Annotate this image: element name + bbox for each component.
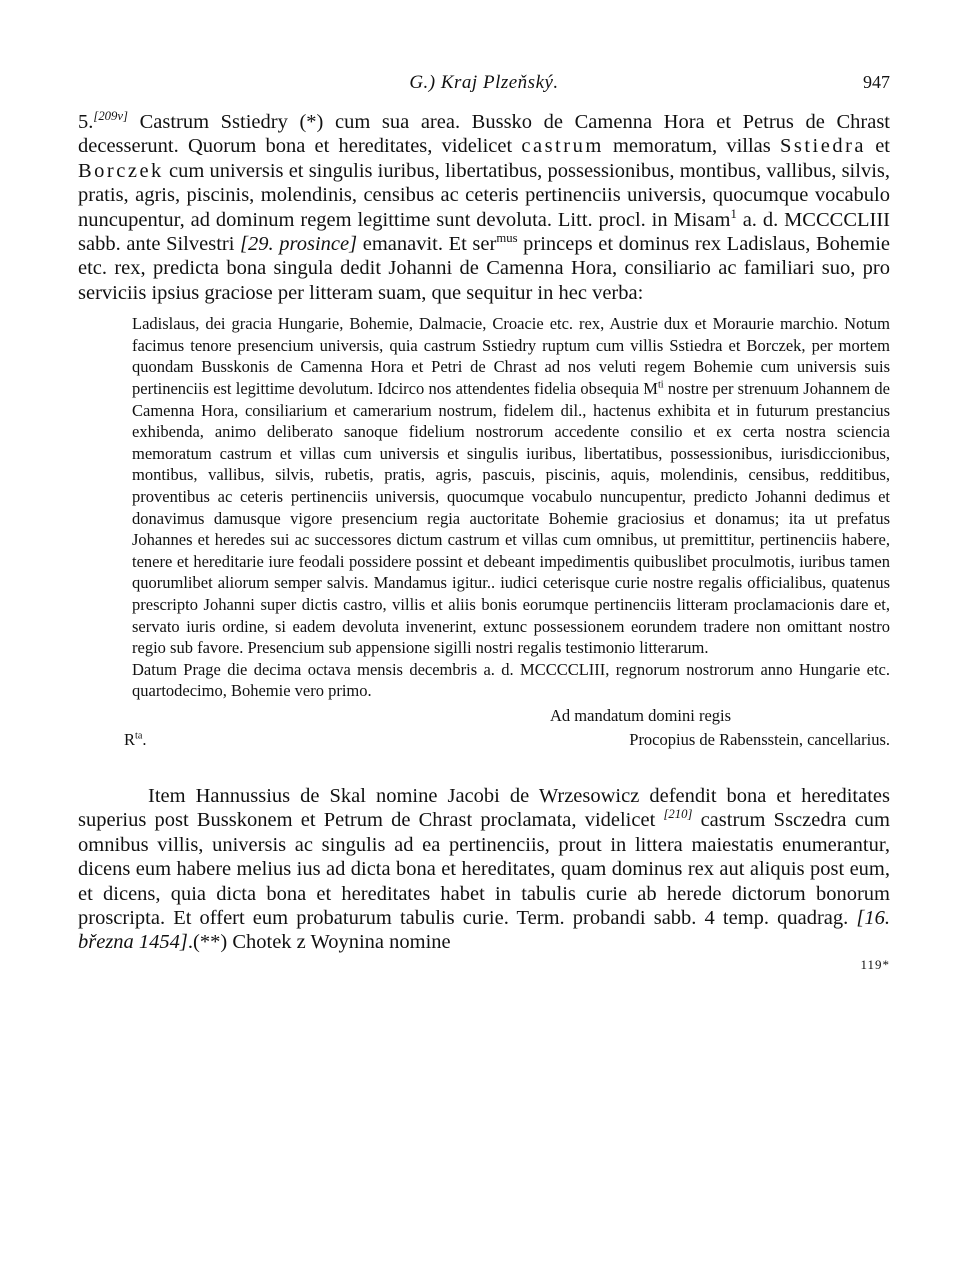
sermus-sup: mus xyxy=(496,231,518,246)
footnote-ref-1: 1 xyxy=(730,206,737,221)
entry-text-6: emanavit. Et ser xyxy=(357,233,497,256)
entry-text-5: a. d. MCCCCLIII sabb. ante Silvestri xyxy=(78,208,890,256)
charter-text-1: Ladislaus, dei gracia Hungarie, Bohemie, Dalmacie, Croacie etc. rex, Austrie dux et Moraurie marchio. Notum facimus tenore presencium universis, quia castrum Sstiedry ruptum cum villis Sstiedra et Borczek, per mortem quondam Busskonis de Camenna Hora et Petri de Chrast ad nos veluti regem Bohemie cum universis suis pertinenciis est legittime devolutum. Idcirco nos attendentes fidelia obsequia M xyxy=(132,314,890,399)
entry-number: 5. xyxy=(78,111,94,133)
running-title: G.) Kraj Plzeňský. xyxy=(409,72,559,93)
folio-marker: [209v] xyxy=(93,109,128,124)
sstiedra-spaced: Sstiedra xyxy=(779,135,866,158)
second-paragraph xyxy=(78,784,890,955)
charter-text xyxy=(132,313,890,659)
charter-dating: Datum Prage die decima octava mensis decembris a. d. MCCCCLIII, regnorum nostrorum anno Hungarie etc. quartodecimo, Bohemie vero primo. xyxy=(132,659,890,701)
rta-end: . xyxy=(142,729,147,749)
document-page xyxy=(78,72,891,972)
page-number: 947 xyxy=(863,72,890,92)
date-note-2: [16. března 1454] xyxy=(78,906,890,954)
charter-block xyxy=(78,313,890,702)
castrum-spaced: castrum xyxy=(521,135,604,158)
entry-text-2: memoratum, villas xyxy=(603,135,780,158)
charter-text-2: nostre per strenuum Johannem de Camenna Hora, consiliarium et camerarium nostrum, fidelem dil., hactenus exhibita et in futurum prestancius exhibenda, animo deliberato sanoque fidelium nostrorum accedente consilio et ex certa nostra sciencia memoratum castrum et villas cum universis et singulis iuribus, libertatibus, possessionibus, iurisdiccionibus, montibus, vallibus, silvis, rubetis, pratis, agris, pascuis, piscinis, aquis, molendinis, censibus, redditibus, proventibus ac ceteris pertinenciis universis, quocumque vocabulo nuncupentur, predicto Johanni dedimus et donavimus damusque vigore presencium regia auctoritate Bohemie graciosius et donamus; ita ut prefatus Johannes et heredes sui ac successores dictum castrum et villas cum omnibus, ut premittitur, pertinenciis habere, tenere et hereditarie iure feodali possidere possint et debeant impedimentis quibuslibet proculmotis, iuribus tamen quorumlibet aliorum semper salvis. Mandamus igitur.. iudici ceterisque curie nostre regalis officialibus, quatenus prescripto Johanni super dictis castro, villis et aliis bonis eorumque pertinenciis litteram proclamacionis dare et, servato iuris ordine, si eadem devoluta invenerint, extunc possessionem eorundem tradere non omittant nostro regio sub favore. Presencium sub appensione sigilli nostri regalis testimonio litterarum. xyxy=(132,379,891,658)
page-header xyxy=(78,72,890,102)
borczek-spaced: Borczek xyxy=(78,159,164,182)
mti-sup: ti xyxy=(657,379,664,391)
subscription-line-1: Ad mandatum domini regis xyxy=(550,705,732,725)
entry-text-3: et xyxy=(866,135,890,158)
second-text-3: .(**) Chotek z Woynina nomine xyxy=(187,931,451,954)
entry-text-7: princeps et dominus rex Ladislaus, Bohemie etc. rex, predicta bona singula dedit Johanni de Camenna Hora, consiliario ac familiari suo, pro serviciis ipsius graciose per litteram suam, que sequitur in hec verba: xyxy=(78,233,890,304)
second-text-2: castrum Ssczedra cum omnibus villis, universis ac singulis ad ea pertinenciis, prout in littera maiestatis enumerantur, dicens eum habere melius ius ad dicta bona et hereditates, quam dominus rex aut aliquis post eum, et dicens, quia dicta bona et hereditates habet in tabulis curie ab herede dictorum bonorum proscripta. Et offert eum probaturum tabulis curie. Term. probandi sabb. 4 temp. quadrag. xyxy=(78,809,890,929)
subscription-line-2: Procopius de Rabensstein, cancellarius. xyxy=(629,729,890,749)
second-text-1: Item Hannussius de Skal nomine Jacobi de Wrzesowicz defendit bona et hereditates superius post Busskonem et Petrum de Chrast proclamata, videlicet xyxy=(78,784,890,832)
date-note: [29. prosince] xyxy=(240,233,358,256)
signature-mark: 119* xyxy=(860,956,890,972)
entry-paragraph xyxy=(78,110,890,305)
rta-base: R xyxy=(124,729,136,749)
rta-sup: ta xyxy=(135,730,143,742)
entry-text-1: Castrum Sstiedry (*) cum sua area. Bussko de Camenna Hora et Petrus de Chrast decesserunt. Quorum bona et hereditates, videlicet xyxy=(78,111,890,158)
charter-subscription xyxy=(78,704,890,752)
entry-text-4: cum universis et singulis iuribus, libertatibus, possessionibus, montibus, vallibus, silvis, pratis, agris, piscinis, molendinis, censibus ac ceteris pertinenciis universis, quocumque vocabulo nuncupentur, ad dominum regem legittime sunt devoluta. Litt. procl. in Misam xyxy=(78,159,890,231)
folio-marker-2: [210] xyxy=(663,807,693,822)
rta-mark xyxy=(124,728,147,752)
